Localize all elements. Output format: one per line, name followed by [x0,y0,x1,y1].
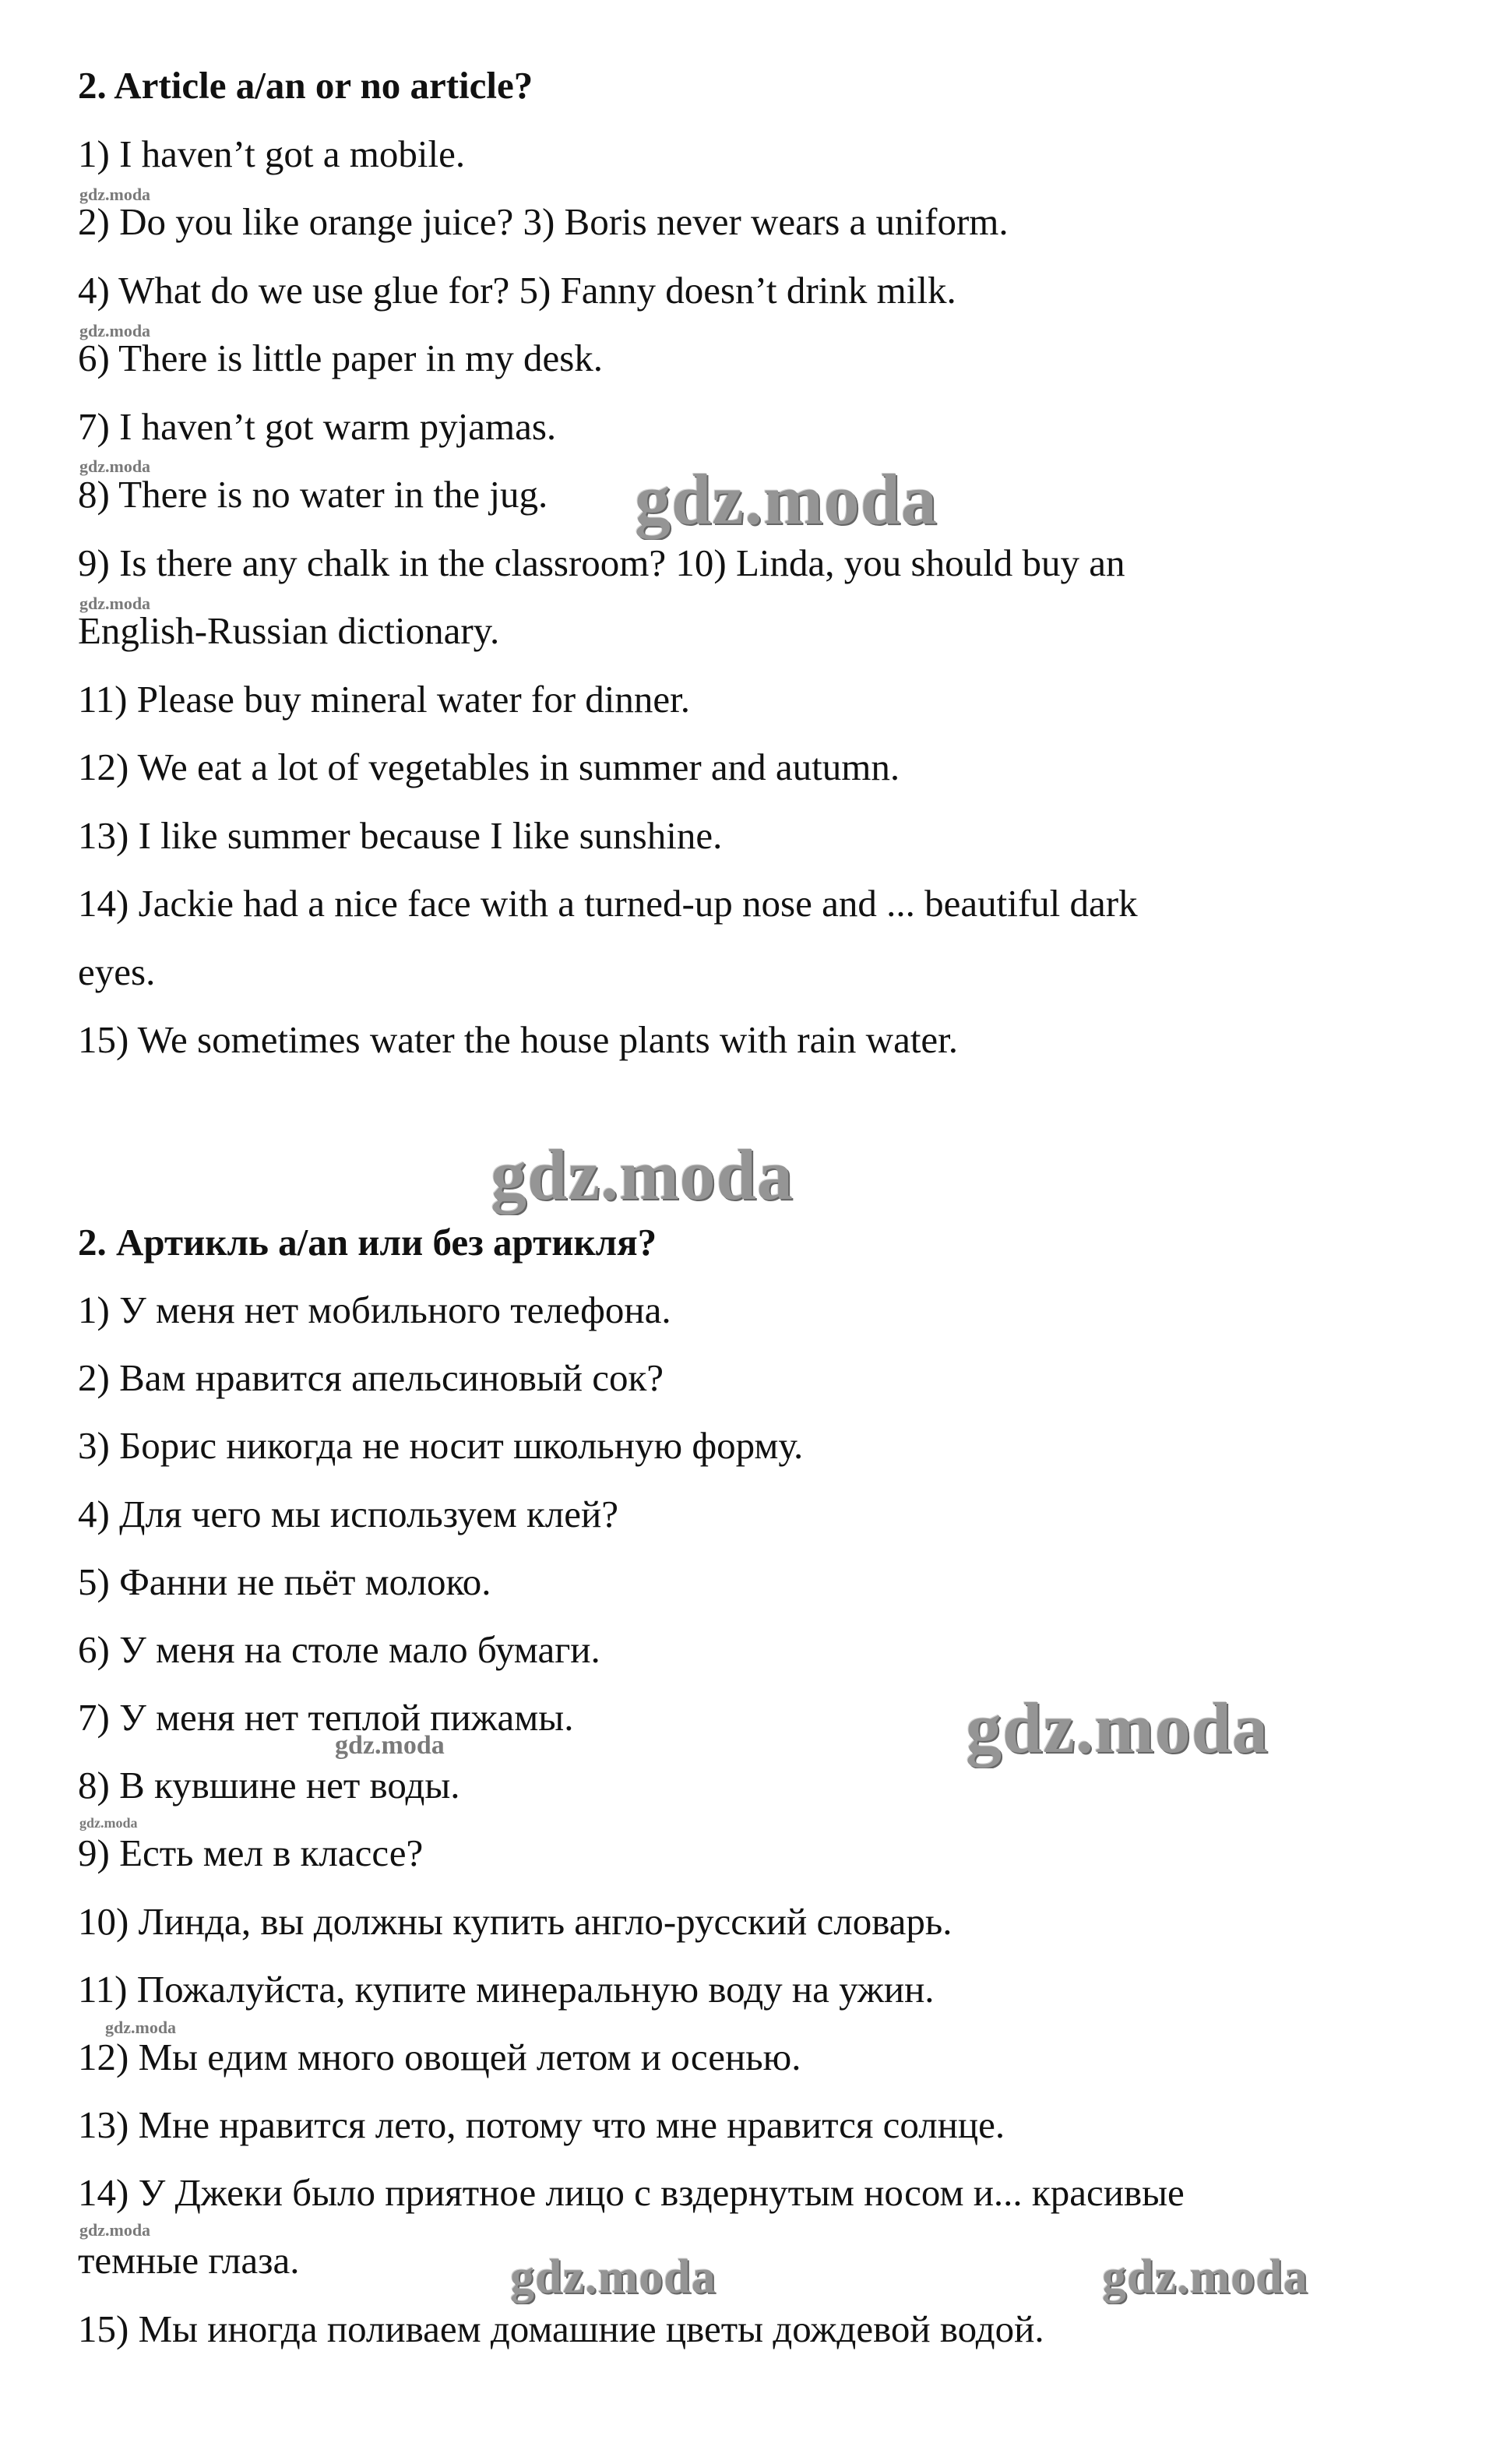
english-line-3: 4) What do we use glue for? 5) Fanny doesn’t drink milk. [78,269,956,312]
russian-line-3: 3) Борис никогда не носит школьную форму. [78,1424,804,1467]
watermark-large: gdz.moda [966,1688,1269,1768]
english-line-5: 7) I haven’t got warm pyjamas. [78,405,557,448]
watermark-small: gdz.moda [79,185,151,204]
watermark-small: gdz.moda [79,456,151,476]
english-line-7: 9) Is there any chalk in the classroom? 10) Linda, you should buy an [78,541,1125,584]
english-line-12: 14) Jackie had a nice face with a turned-up nose and ... beautiful dark [78,882,1138,925]
watermark-large: gdz.moda [491,1135,794,1214]
russian-line-12: 12) Мы едим много овощей летом и осенью. [78,2036,801,2078]
watermark-small: gdz.moda [105,2018,177,2037]
watermark-small: gdz.moda [335,1731,445,1760]
english-line-4: 6) There is little paper in my desk. [78,337,604,379]
english-line-8: English-Russian dictionary. [78,609,500,652]
russian-line-7: 7) У меня нет теплой пижамы. [78,1696,574,1739]
russian-line-13: 13) Мне нравится лето, потому что мне нравится солнце. [78,2103,1005,2146]
russian-line-16: 15) Мы иногда поливаем домашние цветы дождевой водой. [78,2307,1044,2350]
russian-line-6: 6) У меня на столе мало бумаги. [78,1628,600,1671]
russian-heading: 2. Артикль a/an или без артикля? [78,1221,657,1264]
english-line-1: 1) I haven’t got a mobile. [78,132,466,175]
russian-line-5: 5) Фанни не пьёт молоко. [78,1560,491,1603]
english-line-13: eyes. [78,950,156,993]
russian-line-11: 11) Пожалуйста, купите минеральную воду на ужин. [78,1968,935,2011]
russian-line-2: 2) Вам нравится апельсиновый сок? [78,1356,664,1399]
russian-line-1: 1) У меня нет мобильного телефона. [78,1288,671,1331]
watermark-large: gdz.moda [510,2251,717,2304]
russian-line-9: 9) Есть мел в классе? [78,1831,424,1874]
watermark-small: gdz.moda [79,1815,138,1831]
russian-line-14: 14) У Джеки было приятное лицо с вздернутым носом и... красивые [78,2171,1185,2214]
watermark-small: gdz.moda [79,594,151,613]
english-line-10: 12) We eat a lot of vegetables in summer and autumn. [78,746,900,788]
english-line-9: 11) Please buy mineral water for dinner. [78,678,691,721]
watermark-large: gdz.moda [1102,2251,1308,2304]
watermark-small: gdz.moda [79,321,151,340]
english-line-11: 13) I like summer because I like sunshine. [78,814,723,857]
russian-line-15: темные глаза. [78,2239,300,2282]
english-line-6: 8) There is no water in the jug. [78,473,548,516]
russian-line-4: 4) Для чего мы используем клей? [78,1493,618,1535]
watermark-large: gdz.moda [635,460,938,539]
russian-line-10: 10) Линда, вы должны купить англо-русский словарь. [78,1900,952,1943]
english-line-2: 2) Do you like orange juice? 3) Boris never wears a uniform. [78,200,1009,243]
russian-line-8: 8) В кувшине нет воды. [78,1764,460,1807]
english-heading: 2. Article a/an or no article? [78,64,533,107]
watermark-small: gdz.moda [79,2220,151,2240]
english-line-14: 15) We sometimes water the house plants with rain water. [78,1018,959,1061]
